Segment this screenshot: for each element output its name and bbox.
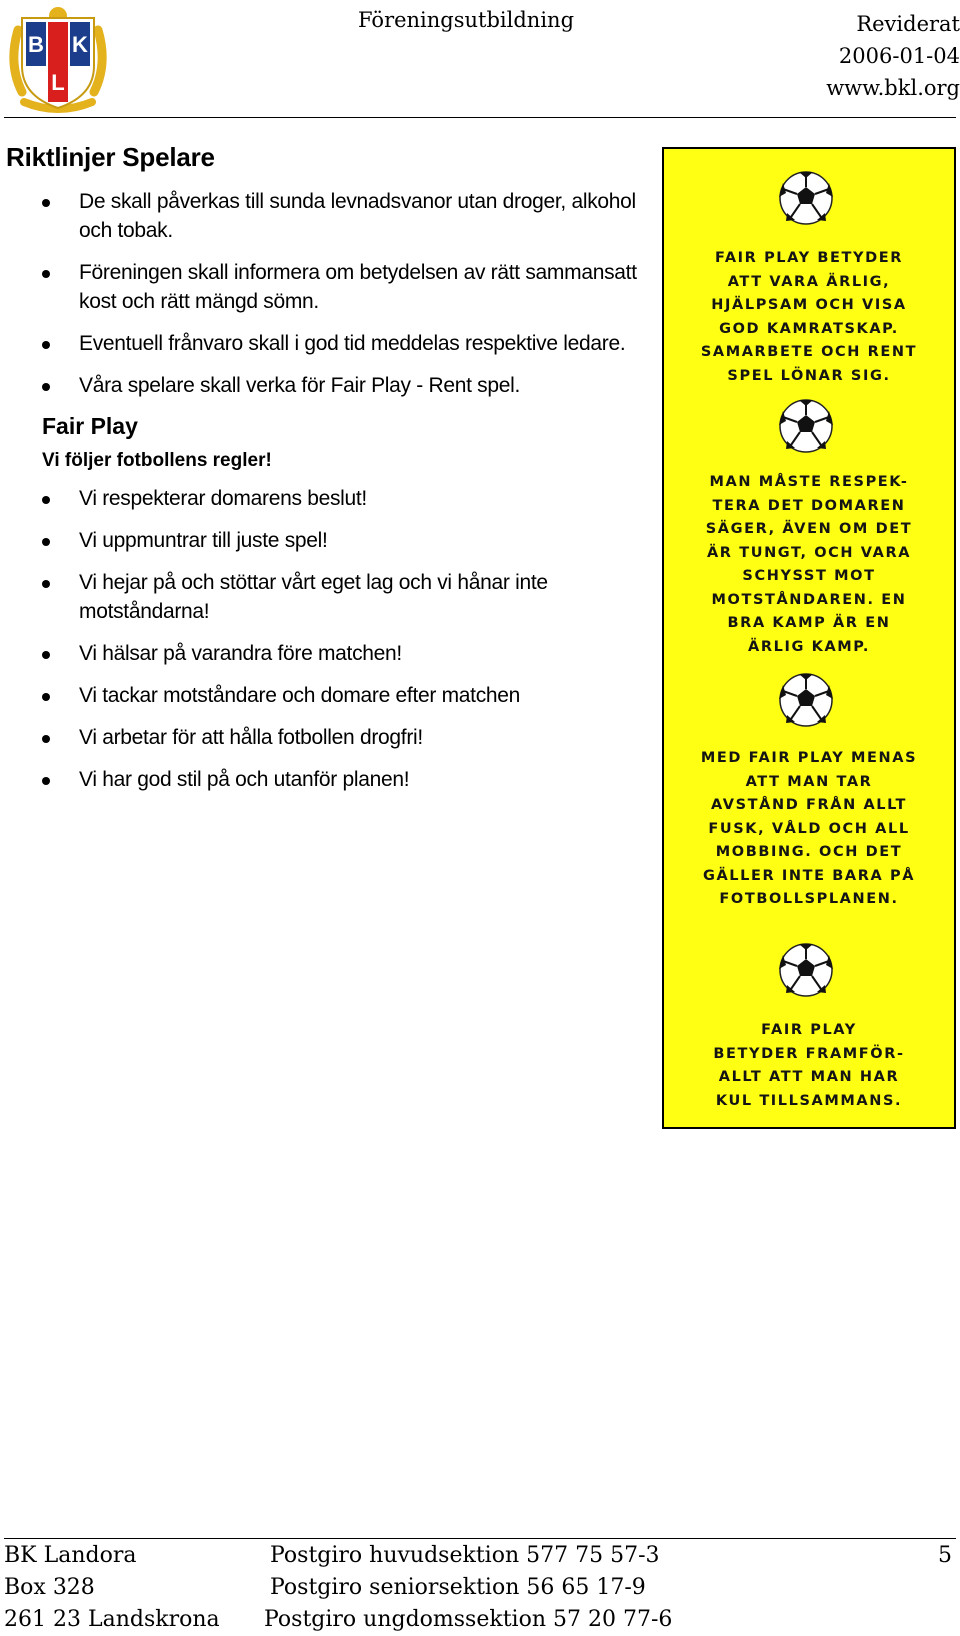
list-item: Vi arbetar för att hålla fotbollen drogfri! bbox=[6, 723, 646, 752]
football-icon bbox=[777, 671, 835, 729]
website-link[interactable]: www.bkl.org bbox=[826, 76, 960, 100]
bullet-icon bbox=[42, 538, 50, 546]
footer-postgiro-youth: Postgiro ungdomssektion 57 20 77-6 bbox=[264, 1607, 673, 1632]
footer-divider bbox=[4, 1538, 956, 1539]
list-item: Vi hejar på och stöttar vårt eget lag och vi hånar inte motståndarna! bbox=[6, 568, 646, 626]
logo-letter-k: K bbox=[72, 32, 88, 57]
list-item: Vi tackar motståndare och domare efter matchen bbox=[6, 681, 646, 710]
footer-city: 261 23 Landskrona bbox=[4, 1607, 220, 1632]
bullet-icon bbox=[42, 580, 50, 588]
fair-play-subheading: Vi följer fotbollens regler! bbox=[42, 450, 272, 471]
list-item: Våra spelare skall verka för Fair Play - Rent spel. bbox=[6, 371, 646, 400]
bullet-icon bbox=[42, 341, 50, 349]
bullet-icon bbox=[42, 199, 50, 207]
page-number: 5 bbox=[938, 1543, 952, 1568]
club-logo bbox=[4, 4, 112, 114]
list-item: Vi respekterar domarens beslut! bbox=[6, 484, 646, 513]
bullet-icon bbox=[42, 693, 50, 701]
footer-org: BK Landora bbox=[4, 1543, 137, 1568]
poster-block: MED FAIR PLAY MENAS ATT MAN TAR AVSTÅND FRÅN ALLT FUSK, VÅLD OCH ALL MOBBING. OCH DET GÄLLER INTE BARA PÅ FOTBOLLSPLANEN. bbox=[700, 750, 918, 907]
list-item: Vi hälsar på varandra före matchen! bbox=[6, 639, 646, 668]
header-divider bbox=[4, 117, 956, 118]
bullet-icon bbox=[42, 651, 50, 659]
player-guidelines-list bbox=[6, 187, 646, 400]
fair-play-heading: Fair Play bbox=[42, 413, 138, 439]
logo-letter-l: L bbox=[51, 70, 65, 95]
revision-date: 2006-01-04 bbox=[838, 44, 960, 68]
bullet-icon bbox=[42, 270, 50, 278]
list-item: Eventuell frånvaro skall i god tid meddelas respektive ledare. bbox=[6, 329, 646, 358]
list-item: De skall påverkas till sunda levnadsvanor utan droger, alkohol och tobak. bbox=[6, 187, 646, 245]
bullet-icon bbox=[42, 383, 50, 391]
fair-play-poster bbox=[662, 147, 956, 1129]
footer-box: Box 328 bbox=[4, 1575, 95, 1600]
header-revision bbox=[826, 8, 960, 104]
football-icon bbox=[777, 397, 835, 455]
poster-block: MAN MÅSTE RESPEK- TERA DET DOMAREN SÄGER, ÄVEN OM DET ÄR TUNGT, OCH VARA SCHYSST MOT MOTSTÅNDAREN. EN BRA KAMP ÄR EN ÄRLIG KAMP. bbox=[705, 474, 913, 655]
bullet-icon bbox=[42, 496, 50, 504]
revision-label: Reviderat bbox=[856, 12, 960, 36]
logo-letter-b: B bbox=[28, 32, 44, 57]
footer-postgiro-main: Postgiro huvudsektion 577 75 57-3 bbox=[270, 1543, 660, 1568]
football-icon bbox=[777, 941, 835, 999]
poster-block: FAIR PLAY BETYDER ATT VARA ÄRLIG, HJÄLPSAM OCH VISA GOD KAMRATSKAP. SAMARBETE OCH RENT SPEL LÖNAR SIG. bbox=[700, 250, 918, 384]
page-title: Riktlinjer Spelare bbox=[6, 142, 215, 172]
bullet-icon bbox=[42, 777, 50, 785]
main-content bbox=[6, 142, 646, 807]
footer-postgiro-senior: Postgiro seniorsektion 56 65 17-9 bbox=[270, 1575, 646, 1600]
list-item: Föreningen skall informera om betydelsen av rätt sammansatt kost och rätt mängd sömn. bbox=[6, 258, 646, 316]
header-title: Föreningsutbildning bbox=[358, 8, 575, 32]
list-item: Vi har god stil på och utanför planen! bbox=[6, 765, 646, 794]
list-item: Vi uppmuntrar till juste spel! bbox=[6, 526, 646, 555]
fair-play-list bbox=[6, 484, 646, 794]
poster-block: FAIR PLAY BETYDER FRAMFÖR- ALLT ATT MAN HAR KUL TILLSAMMANS. bbox=[713, 1022, 905, 1109]
bullet-icon bbox=[42, 735, 50, 743]
football-icon bbox=[777, 169, 835, 227]
